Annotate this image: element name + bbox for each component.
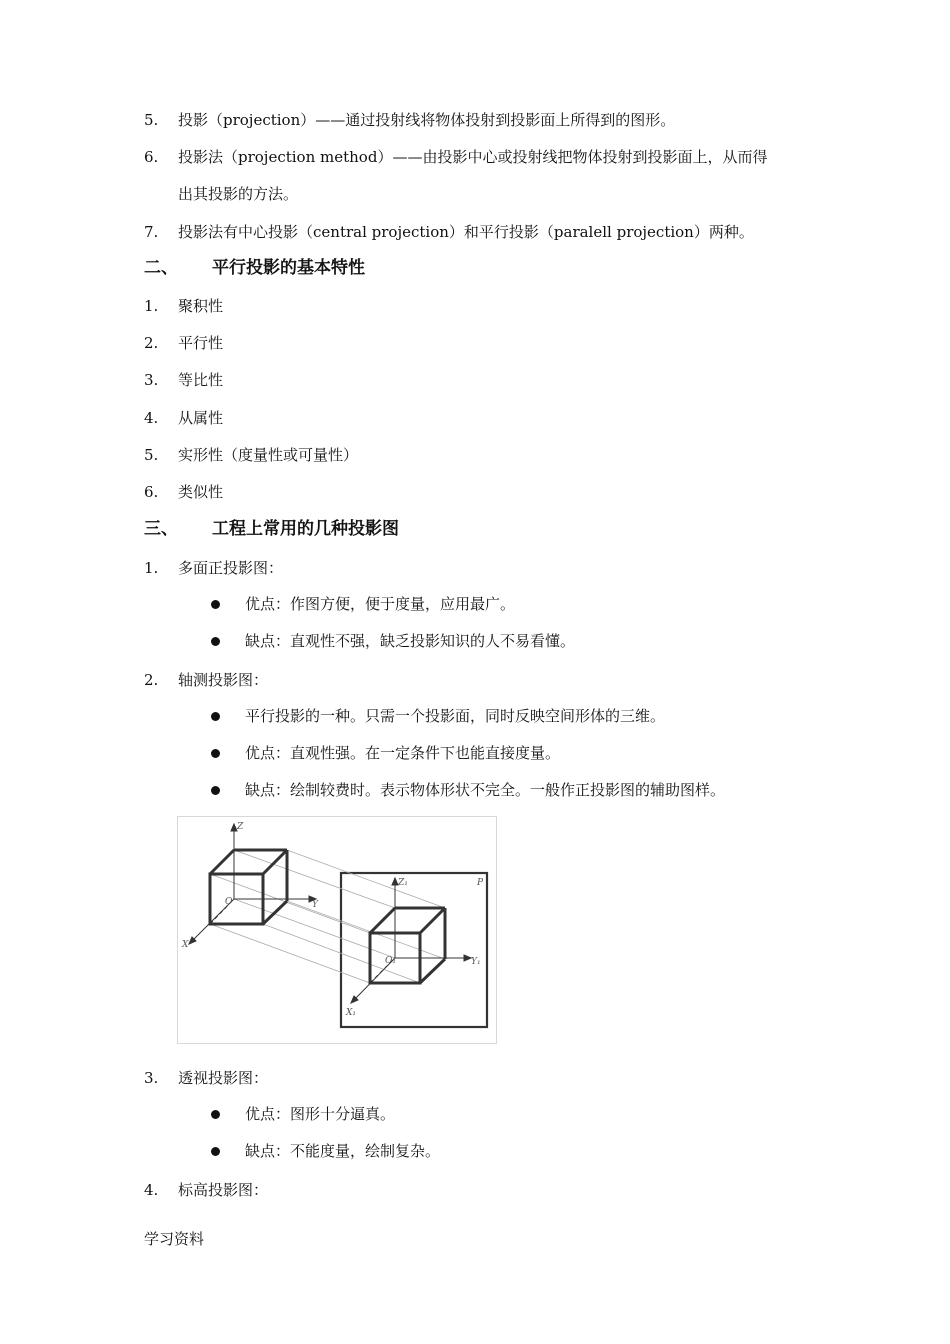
plane-label-p: P bbox=[477, 878, 484, 888]
item-text: 实形性（度量性或可量性） bbox=[178, 446, 359, 464]
item-text: 透视投影图： bbox=[178, 1069, 269, 1087]
item-number: 7. bbox=[144, 223, 159, 241]
axis-label-y: Y bbox=[312, 900, 318, 910]
item-number: 2. bbox=[144, 334, 159, 352]
bullet-text: 缺点：直观性不强，缺乏投影知识的人不易看懂。 bbox=[245, 632, 576, 650]
page-footer: 学习资料 bbox=[144, 1230, 205, 1248]
item-text: 轴测投影图： bbox=[178, 671, 269, 689]
item-number: 5. bbox=[144, 111, 159, 129]
axis-label-z1: Z₁ bbox=[398, 878, 408, 888]
axis-label-z: Z bbox=[237, 822, 244, 832]
item-text: 投影法有中心投影（central projection）和平行投影（paralell projection）两种。 bbox=[178, 223, 754, 241]
item-number: 5. bbox=[144, 446, 159, 464]
item-text: 标高投影图： bbox=[178, 1181, 269, 1199]
section-title: 工程上常用的几种投影图 bbox=[212, 519, 399, 539]
bullet-dot bbox=[211, 1147, 220, 1156]
item-text-continuation: 出其投影的方法。 bbox=[178, 185, 299, 203]
bullet-dot bbox=[211, 749, 220, 758]
item-text: 投影法（projection method）——由投影中心或投射线把物体投射到投影面上，从而得 bbox=[178, 148, 768, 166]
section-number: 二、 bbox=[144, 258, 178, 278]
bullet-text: 优点：图形十分逼真。 bbox=[245, 1105, 396, 1123]
bullet-text: 缺点：绘制较费时。表示物体形状不完全。一般作正投影图的辅助图样。 bbox=[245, 781, 726, 799]
item-text: 从属性 bbox=[178, 409, 224, 427]
item-number: 1. bbox=[144, 559, 159, 577]
item-number: 2. bbox=[144, 671, 159, 689]
item-number: 6. bbox=[144, 483, 159, 501]
item-text: 多面正投影图： bbox=[178, 559, 284, 577]
item-number: 3. bbox=[144, 1069, 159, 1087]
bullet-text: 平行投影的一种。只需一个投影面，同时反映空间形体的三维。 bbox=[245, 707, 666, 725]
section-number: 三、 bbox=[144, 519, 178, 539]
axis-label-y1: Y₁ bbox=[471, 957, 481, 967]
origin-label-1: O₁ bbox=[385, 956, 396, 966]
item-text: 平行性 bbox=[178, 334, 224, 352]
projection-rays bbox=[210, 850, 445, 983]
left-cube bbox=[210, 850, 287, 924]
bullet-dot bbox=[211, 600, 220, 609]
bullet-dot bbox=[211, 712, 220, 721]
item-number: 6. bbox=[144, 148, 159, 166]
bullet-dot bbox=[211, 1110, 220, 1119]
projection-diagram bbox=[177, 816, 497, 1044]
bullet-text: 缺点：不能度量，绘制复杂。 bbox=[245, 1142, 441, 1160]
item-text: 聚积性 bbox=[178, 297, 224, 315]
item-number: 1. bbox=[144, 297, 159, 315]
item-number: 4. bbox=[144, 409, 159, 427]
axis-label-x1: X₁ bbox=[346, 1008, 357, 1018]
origin-label: O bbox=[225, 897, 233, 907]
item-text: 等比性 bbox=[178, 371, 224, 389]
item-number: 3. bbox=[144, 371, 159, 389]
left-axes bbox=[189, 824, 316, 944]
item-text: 投影（projection）——通过投射线将物体投射到投影面上所得到的图形。 bbox=[178, 111, 676, 129]
bullet-dot bbox=[211, 786, 220, 795]
item-text: 类似性 bbox=[178, 483, 224, 501]
axonometric-projection-figure bbox=[177, 816, 497, 1044]
item-number: 4. bbox=[144, 1181, 159, 1199]
axis-label-x: X bbox=[182, 940, 189, 950]
bullet-dot bbox=[211, 637, 220, 646]
bullet-text: 优点：作图方便，便于度量，应用最广。 bbox=[245, 595, 516, 613]
bullet-text: 优点：直观性强。在一定条件下也能直接度量。 bbox=[245, 744, 561, 762]
section-title: 平行投影的基本特性 bbox=[212, 258, 365, 278]
